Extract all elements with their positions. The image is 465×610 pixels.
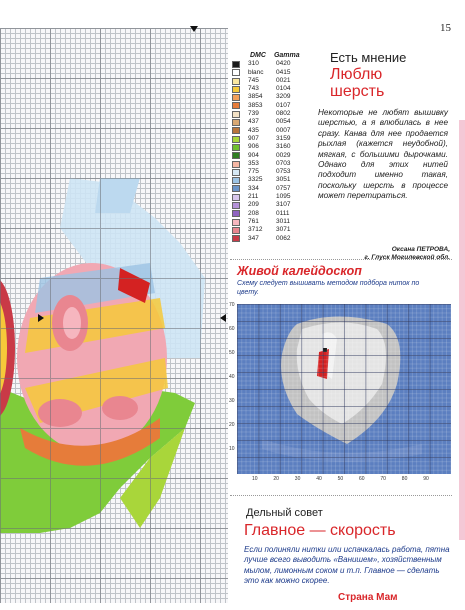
color-key-row [232, 185, 312, 193]
dmc-code: 906 [248, 143, 259, 151]
gamma-code: 3209 [276, 93, 291, 101]
color-swatch-icon [232, 185, 240, 192]
color-key-row [232, 210, 312, 218]
section-divider-2 [230, 495, 452, 496]
gamma-code: 3011 [276, 217, 290, 225]
gamma-code: 0062 [276, 234, 291, 242]
y-tick-label: 20 [229, 422, 235, 428]
color-key-row [232, 118, 312, 126]
color-key-table [232, 52, 312, 243]
color-swatch-icon [232, 144, 240, 151]
dmc-code: 437 [248, 118, 259, 126]
y-tick-label: 50 [229, 350, 235, 356]
color-key-row [232, 85, 312, 93]
color-swatch-icon [232, 61, 240, 68]
dmc-code: 743 [248, 85, 259, 93]
color-key-row [232, 235, 312, 243]
dmc-code: 353 [248, 159, 259, 167]
color-swatch-icon [232, 177, 240, 184]
x-tick-label: 70 [380, 476, 386, 482]
color-key-row [232, 60, 312, 68]
color-key-row [232, 110, 312, 118]
dmc-header: DMC [250, 52, 266, 59]
color-key-row [232, 127, 312, 135]
opinion-heading: Есть мнение [330, 50, 407, 65]
color-key-row [232, 135, 312, 143]
dmc-code: 761 [248, 217, 259, 225]
swan-major-grid [237, 304, 451, 474]
center-marker-right [220, 314, 226, 322]
color-key-row [232, 201, 312, 209]
section-divider [230, 259, 452, 260]
color-key-row [232, 168, 312, 176]
gamma-code: 0753 [276, 168, 291, 176]
dmc-code: blanc [248, 68, 264, 76]
opinion-text: Некоторые не любят вышивку шерстью, а я влюбилась в нее сразу. Канва для нее продается рыхлая (кажется неудобной), мягкая, с большими дырочками. Однако для этих нитей подходит именно такая, поскольку шерсть в процессе может перетираться. [318, 108, 448, 201]
dmc-code: 435 [248, 126, 259, 134]
advice-text: Если полиняли нитки или испачкалась работа, пятна лучше всего выводить «Ванишем», хозяйственным мылом, лимонным соком и т.п. Главное — сделать это как можно скорее. [244, 545, 450, 585]
gamma-code: 0111 [276, 209, 290, 217]
opinion-title-line2: шерсть [330, 83, 385, 100]
gamma-code: 0107 [276, 101, 291, 109]
opinion-title [330, 66, 384, 100]
color-key-row [232, 218, 312, 226]
x-tick-label: 90 [423, 476, 429, 482]
dmc-code: 904 [248, 151, 259, 159]
gamma-code: 3160 [276, 143, 291, 151]
page-number: 15 [440, 22, 451, 34]
center-marker-left [38, 314, 44, 322]
dmc-code: 347 [248, 234, 259, 242]
advice-heading: Дельный совет [246, 507, 323, 519]
gamma-code: 3051 [276, 176, 291, 184]
author-location: г. Глуск Могилевской обл. [364, 254, 450, 261]
color-swatch-icon [232, 127, 240, 134]
color-swatch-icon [232, 119, 240, 126]
gamma-code: 0029 [276, 151, 291, 159]
color-key-row [232, 226, 312, 234]
color-swatch-icon [232, 102, 240, 109]
gamma-code: 0007 [276, 126, 291, 134]
color-key-row [232, 69, 312, 77]
center-marker-top [190, 26, 198, 32]
opinion-title-line1: Люблю [330, 66, 383, 83]
color-swatch-icon [232, 111, 240, 118]
color-swatch-icon [232, 202, 240, 209]
dmc-code: 775 [248, 168, 259, 176]
dmc-code: 3712 [248, 226, 263, 234]
gamma-header: Gamma [273, 52, 300, 59]
x-tick-label: 40 [316, 476, 322, 482]
color-key-row [232, 143, 312, 151]
color-swatch-icon [232, 78, 240, 85]
color-swatch-icon [232, 210, 240, 217]
x-tick-label: 60 [359, 476, 365, 482]
color-key-row [232, 160, 312, 168]
gamma-code: 0802 [276, 110, 291, 118]
x-tick-label: 30 [294, 476, 301, 482]
gamma-code: 0757 [276, 184, 291, 192]
gamma-code: 1095 [276, 193, 291, 201]
dmc-code: 208 [248, 209, 259, 217]
dmc-code: 907 [248, 134, 259, 142]
color-key-row [232, 93, 312, 101]
color-key-rows [232, 60, 312, 243]
color-swatch-icon [232, 136, 240, 143]
x-tick-label: 20 [273, 476, 279, 482]
color-swatch-icon [232, 94, 240, 101]
color-key-header [250, 52, 312, 60]
gamma-code: 0054 [276, 118, 291, 126]
gamma-code: 3071 [276, 226, 291, 234]
kaleidoscope-subtitle: Схему следует вышивать методом подбора ниток по цвету. [237, 280, 420, 296]
gamma-code: 0420 [276, 60, 291, 68]
color-swatch-icon [232, 227, 240, 234]
y-tick-label: 10 [229, 446, 235, 452]
x-tick-label: 80 [401, 476, 408, 482]
gamma-code: 3107 [276, 201, 291, 209]
chart-grid-overlay [0, 28, 228, 603]
advice-title: Главное — скорость [244, 522, 396, 539]
dmc-code: 334 [248, 184, 259, 192]
color-swatch-icon [232, 235, 240, 242]
x-tick-label: 50 [337, 476, 344, 482]
gamma-code: 0104 [276, 85, 291, 93]
dmc-code: 745 [248, 76, 259, 84]
color-key-row [232, 176, 312, 184]
dmc-code: 3854 [248, 93, 263, 101]
color-swatch-icon [232, 169, 240, 176]
dmc-code: 209 [248, 201, 259, 209]
color-swatch-icon [232, 152, 240, 159]
color-swatch-icon [232, 69, 240, 76]
y-tick-label: 60 [229, 326, 235, 332]
color-key-row [232, 152, 312, 160]
dmc-code: 3325 [248, 176, 263, 184]
page-edge-decoration [459, 120, 465, 540]
x-tick-label: 10 [252, 476, 258, 482]
dmc-code: 211 [248, 193, 259, 201]
color-key-row [232, 77, 312, 85]
color-key-row [232, 193, 312, 201]
color-key-row [232, 102, 312, 110]
kaleidoscope-title: Живой калейдоскоп [237, 264, 362, 278]
gamma-code: 3159 [276, 134, 291, 142]
color-swatch-icon [232, 194, 240, 201]
y-tick-label: 70 [229, 302, 235, 308]
site-watermark: Страна Мам [338, 592, 398, 603]
gamma-code: 0703 [276, 159, 291, 167]
color-swatch-icon [232, 161, 240, 168]
y-tick-label: 30 [229, 398, 235, 404]
color-swatch-icon [232, 219, 240, 226]
dmc-code: 3853 [248, 101, 263, 109]
gamma-code: 0415 [276, 68, 291, 76]
gamma-code: 0021 [276, 76, 291, 84]
author-name: Оксана ПЕТРОВА, [391, 246, 450, 253]
dmc-code: 310 [248, 60, 259, 68]
dmc-code: 739 [248, 110, 259, 118]
color-swatch-icon [232, 86, 240, 93]
y-tick-label: 40 [229, 374, 235, 380]
